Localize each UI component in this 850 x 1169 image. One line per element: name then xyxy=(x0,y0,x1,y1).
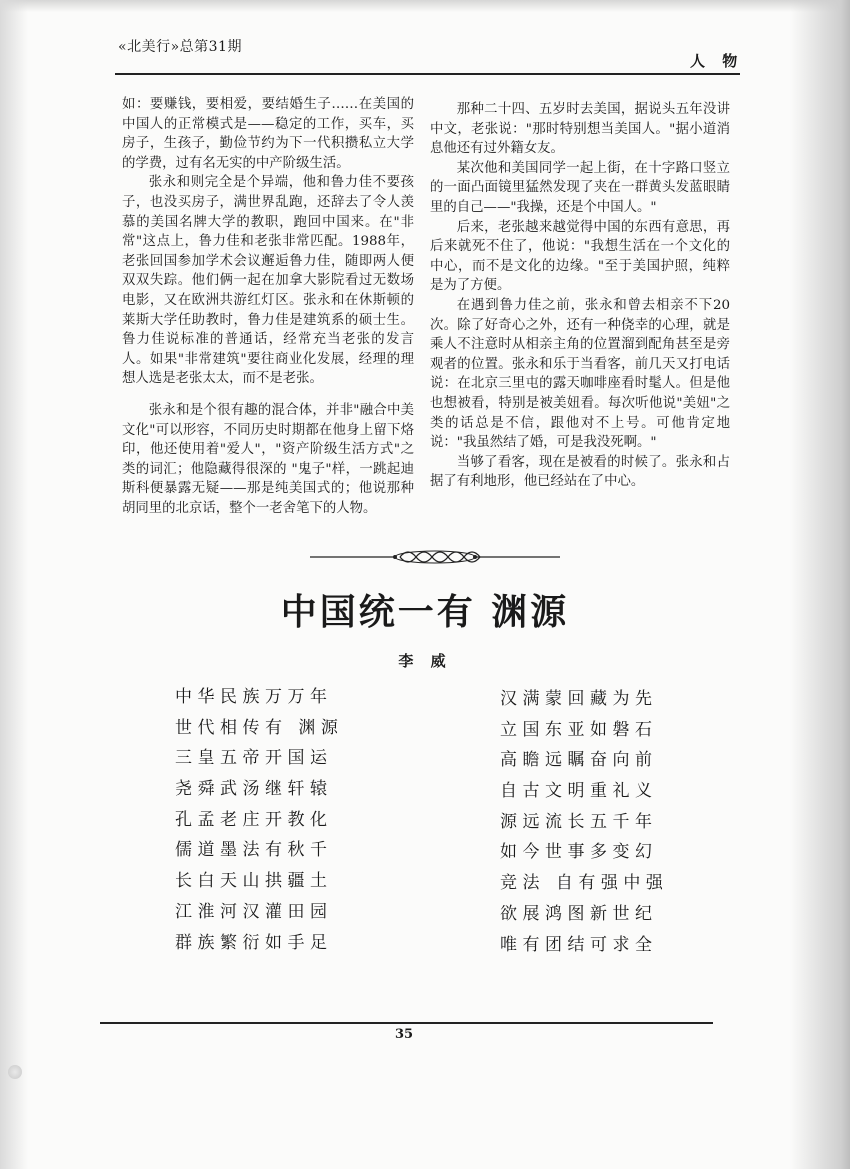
poem-line: 竞法 自有强中强 xyxy=(500,873,669,894)
poem-line: 如今世事多变幻 xyxy=(500,842,658,863)
poem-line: 江淮河汉灌田园 xyxy=(175,901,333,922)
poem-line: 儒道墨法有秋千 xyxy=(175,840,333,861)
poem-right-column xyxy=(500,684,668,960)
article-paragraph: 后来，老张越来越觉得中国的东西有意思，再后来就死不住了，他说："我想生活在一个文化的中心，而不是文化的边缘。"至于美国护照，纯粹是为了方便。 xyxy=(430,219,730,294)
poem-line: 中华民族万万年 xyxy=(175,687,333,707)
page-number: 35 xyxy=(395,1027,414,1042)
poem-line: 汉满蒙回藏为先 xyxy=(500,689,658,709)
poem-line: 欲展鸿图新世纪 xyxy=(500,903,658,924)
article-paragraph: 如：要赚钱，要相爱，要结婚生子……在美国的中国人的正常模式是——稳定的工作，买车，买房子，生孩子，勤俭节约为下一代积攒私立大学的学费，过有名无实的中产阶级生活。 xyxy=(122,97,414,171)
article-paragraph: 那种二十四、五岁时去美国，据说头五年没讲中文，老张说："那时特别想当美国人。"据小道消息他还有过外籍女友。 xyxy=(430,102,730,157)
article-paragraph: 张永和是个很有趣的混合体，并非"融合中美文化"可以形容，不同历史时期都在他身上留下烙印，他还使用着"爱人"，"资产阶级生活方式"之类的词汇；他隐藏得很深的 "鬼子"样，一跳起迪斯科便暴露无疑——那是纯美国式的；他说那种胡同里的北京话，整个一老舍笔下的人物。 xyxy=(122,402,414,516)
scan-shadow-top xyxy=(0,0,850,12)
poem-line: 高瞻远瞩奋向前 xyxy=(500,750,658,771)
poem-line: 尧舜武汤继轩辕 xyxy=(175,779,333,800)
header-rule xyxy=(115,73,740,75)
footer-rule xyxy=(100,1022,713,1024)
article-paragraph: 当够了看客，现在是被看的时候了。张永和占据了有利地形，他已经站在了中心。 xyxy=(430,454,730,490)
poem-line: 立国东亚如磐石 xyxy=(500,719,658,740)
poem-line: 世代相传有 渊源 xyxy=(175,717,344,738)
article-left-column xyxy=(122,95,414,518)
article-paragraph: 在遇到鲁力佳之前，张永和曾去相亲不下20次。除了好奇心之外，还有一种侥幸的心理，就是乘人不注意时从相亲主角的位置溜到配角甚至是旁观者的位置。张永和乐于当看客，前几天又打电话说：在北京三里屯的露天咖啡座看时髦人。但是他也想被看，特别是被美妞看。每次听他说"美妞"之类的话总是不信，跟他对不上号。可他肯定地说："我虽然结了婚，可是我没死啊。" xyxy=(430,297,730,451)
poem-left-column xyxy=(175,682,343,958)
poem-line: 源远流长五千年 xyxy=(500,811,658,832)
article-paragraph: 某次他和美国同学一起上街，在十字路口竖立的一面凸面镜里猛然发现了夹在一群黄头发蓝眼睛里的自己——"我操，还是个中国人。" xyxy=(430,160,730,215)
article-right-column xyxy=(430,100,730,492)
poem-line: 群族繁衍如手足 xyxy=(175,932,333,953)
poem-line: 唯有团结可求全 xyxy=(500,934,658,955)
poem-line: 自古文明重礼义 xyxy=(500,781,658,802)
poem-line: 长白天山拱疆土 xyxy=(175,871,333,892)
article-paragraph: 张永和则完全是个异端，他和鲁力佳不要孩子，也没买房子，满世界乱跑，还辞去了令人羡慕的美国名牌大学的教职，跑回中国来。在"非常"这点上，鲁力佳和老张非常匹配。1988年，老张回国参加学术会议邂逅鲁力佳，随即两人便双双失踪。他们俩一起在加拿大影院看过无数场电影，又在欧洲共游红灯区。张永和在休斯顿的莱斯大学任助教时，鲁力佳是建筑系的硕士生。鲁力佳说标准的普通话，经常充当老张的发言人。如果"非常建筑"要往商业化发展，经理的理想人选是老张太太，而不是老张。 xyxy=(122,175,414,387)
poem-title: 中国统一有 渊源 xyxy=(280,592,570,633)
journal-issue-header: «北美行»总第31期 xyxy=(118,39,242,55)
section-label: 人 物 xyxy=(690,52,744,70)
binder-hole xyxy=(8,1065,22,1079)
ornamental-divider xyxy=(310,545,560,569)
poem-line: 孔孟老庄开教化 xyxy=(175,809,333,830)
poem-author: 李 威 xyxy=(398,652,452,670)
poem-line: 三皇五帝开国运 xyxy=(175,748,333,769)
